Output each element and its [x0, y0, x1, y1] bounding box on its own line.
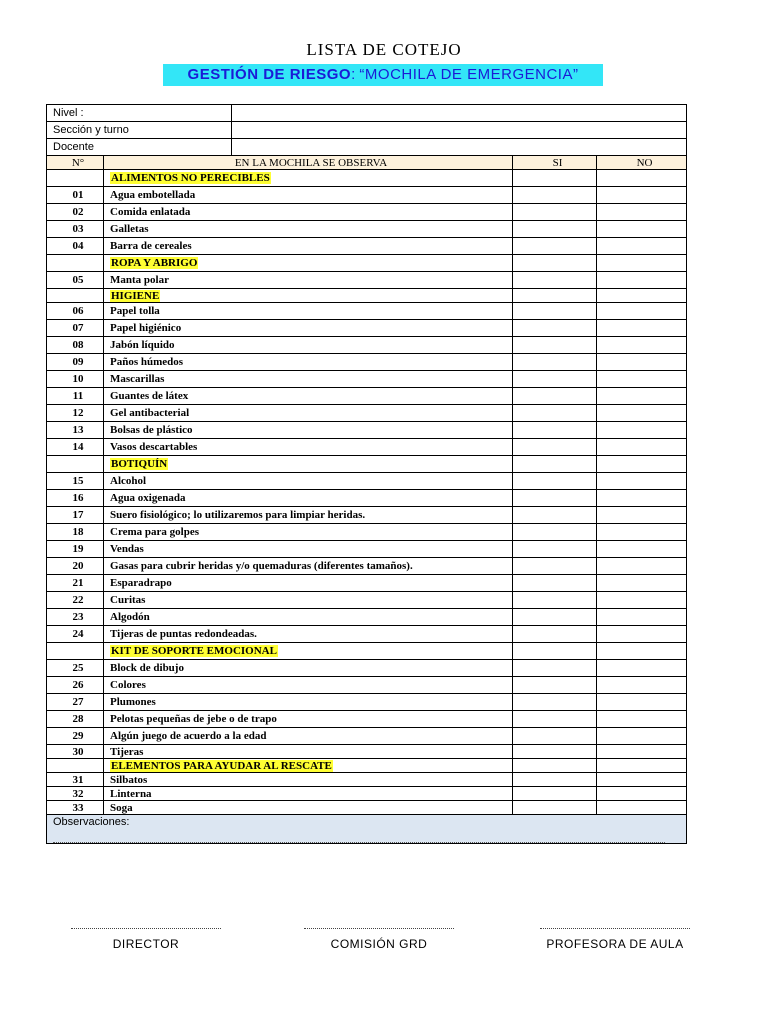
si-checkbox-cell[interactable]: [513, 371, 597, 388]
checklist-item-row: [47, 187, 687, 204]
si-checkbox-cell[interactable]: [513, 473, 597, 490]
no-checkbox-cell[interactable]: [597, 490, 687, 507]
si-checkbox-cell[interactable]: [513, 221, 597, 238]
item-description: Papel tolla: [104, 303, 513, 320]
signature-director: [62, 928, 230, 951]
no-checkbox-cell[interactable]: [597, 289, 687, 303]
no-checkbox-cell[interactable]: [597, 255, 687, 272]
item-description: Soga: [104, 801, 513, 815]
category-cell: [104, 643, 513, 660]
checklist-item-row: [47, 473, 687, 490]
no-checkbox-cell[interactable]: [597, 524, 687, 541]
checklist-item-row: [47, 490, 687, 507]
si-checkbox-cell[interactable]: [513, 507, 597, 524]
item-description: Bolsas de plástico: [104, 422, 513, 439]
item-description: Pelotas pequeñas de jebe o de trapo: [104, 711, 513, 728]
nivel-label: Nivel :: [47, 105, 232, 122]
item-number: 30: [47, 745, 104, 759]
si-checkbox-cell[interactable]: [513, 694, 597, 711]
no-checkbox-cell[interactable]: [597, 660, 687, 677]
si-checkbox-cell[interactable]: [513, 660, 597, 677]
checklist-item-row: [47, 609, 687, 626]
no-checkbox-cell[interactable]: [597, 204, 687, 221]
checklist-item-row: [47, 272, 687, 289]
item-description: Suero fisiológico; lo utilizaremos para limpiar heridas.: [104, 507, 513, 524]
signature-line: [71, 928, 221, 937]
no-checkbox-cell[interactable]: [597, 388, 687, 405]
item-number: 11: [47, 388, 104, 405]
checklist-item-row: [47, 541, 687, 558]
category-cell: [104, 456, 513, 473]
item-number: 29: [47, 728, 104, 745]
item-number: 33: [47, 801, 104, 815]
info-row-docente: [47, 139, 687, 156]
checklist-item-row: [47, 558, 687, 575]
category-row: [47, 643, 687, 660]
si-checkbox-cell[interactable]: [513, 643, 597, 660]
no-checkbox-cell[interactable]: [597, 759, 687, 773]
category-num-cell: [47, 759, 104, 773]
checklist-item-row: [47, 801, 687, 815]
si-checkbox-cell[interactable]: [513, 422, 597, 439]
checklist-item-row: [47, 388, 687, 405]
category-row: [47, 759, 687, 773]
item-number: 31: [47, 773, 104, 787]
info-row-seccion: [47, 122, 687, 139]
si-checkbox-cell[interactable]: [513, 541, 597, 558]
si-checkbox-cell[interactable]: [513, 745, 597, 759]
item-number: 10: [47, 371, 104, 388]
checklist-item-row: [47, 694, 687, 711]
item-number: 32: [47, 787, 104, 801]
checklist-item-row: [47, 371, 687, 388]
item-number: 12: [47, 405, 104, 422]
checklist-item-row: [47, 405, 687, 422]
item-description: Alcohol: [104, 473, 513, 490]
item-description: Mascarillas: [104, 371, 513, 388]
item-number: 28: [47, 711, 104, 728]
info-row-nivel: [47, 105, 687, 122]
signature-profesora: [530, 928, 700, 951]
si-checkbox-cell[interactable]: [513, 558, 597, 575]
checklist-item-row: [47, 303, 687, 320]
category-num-cell: [47, 456, 104, 473]
item-number: 16: [47, 490, 104, 507]
category-row: [47, 456, 687, 473]
no-checkbox-cell[interactable]: [597, 745, 687, 759]
checklist-item-row: [47, 320, 687, 337]
checklist-item-row: [47, 337, 687, 354]
si-checkbox-cell[interactable]: [513, 170, 597, 187]
si-checkbox-cell[interactable]: [513, 204, 597, 221]
subtitle-rest: “MOCHILA DE EMERGENCIA”: [359, 66, 579, 83]
category-label: ROPA Y ABRIGO: [111, 256, 198, 269]
category-num-cell: [47, 255, 104, 272]
docente-label: Docente: [47, 139, 232, 156]
si-checkbox-cell[interactable]: [513, 303, 597, 320]
observaciones-field[interactable]: [47, 815, 687, 844]
observaciones-row: [47, 815, 687, 844]
item-number: 08: [47, 337, 104, 354]
item-number: 01: [47, 187, 104, 204]
item-number: 14: [47, 439, 104, 456]
item-description: Silbatos: [104, 773, 513, 787]
signature-line: [304, 928, 454, 937]
item-description: Agua oxigenada: [104, 490, 513, 507]
signature-line: [540, 928, 690, 937]
si-checkbox-cell[interactable]: [513, 728, 597, 745]
item-number: 06: [47, 303, 104, 320]
no-checkbox-cell[interactable]: [597, 558, 687, 575]
si-checkbox-cell[interactable]: [513, 272, 597, 289]
observaciones-label: Observaciones:: [53, 816, 130, 828]
item-description: Manta polar: [104, 272, 513, 289]
seccion-field[interactable]: [232, 122, 687, 139]
checklist-item-row: [47, 439, 687, 456]
si-checkbox-cell[interactable]: [513, 320, 597, 337]
item-description: Jabón líquido: [104, 337, 513, 354]
item-number: 23: [47, 609, 104, 626]
checklist-item-row: [47, 221, 687, 238]
category-label: KIT DE SOPORTE EMOCIONAL: [111, 644, 277, 657]
signature-label: DIRECTOR: [112, 937, 180, 951]
category-label: BOTIQUÍN: [111, 457, 168, 470]
category-label: ALIMENTOS NO PERECIBLES: [111, 171, 270, 184]
item-description: Block de dibujo: [104, 660, 513, 677]
no-checkbox-cell[interactable]: [597, 303, 687, 320]
item-number: 27: [47, 694, 104, 711]
signature-comision: [276, 928, 482, 951]
item-number: 26: [47, 677, 104, 694]
item-number: 07: [47, 320, 104, 337]
item-description: Guantes de látex: [104, 388, 513, 405]
no-checkbox-cell[interactable]: [597, 187, 687, 204]
item-description: Plumones: [104, 694, 513, 711]
checklist-item-row: [47, 204, 687, 221]
no-checkbox-cell[interactable]: [597, 773, 687, 787]
checklist-item-row: [47, 507, 687, 524]
no-checkbox-cell[interactable]: [597, 801, 687, 815]
si-checkbox-cell[interactable]: [513, 187, 597, 204]
subtitle-bold: GESTIÓN DE RIESGO: [187, 66, 352, 83]
no-checkbox-cell[interactable]: [597, 354, 687, 371]
category-num-cell: [47, 289, 104, 303]
si-checkbox-cell[interactable]: [513, 490, 597, 507]
no-checkbox-cell[interactable]: [597, 626, 687, 643]
docente-field[interactable]: [232, 139, 687, 156]
item-number: 17: [47, 507, 104, 524]
checklist-item-row: [47, 575, 687, 592]
checklist-item-row: [47, 626, 687, 643]
no-checkbox-cell[interactable]: [597, 170, 687, 187]
item-description: Tijeras de puntas redondeadas.: [104, 626, 513, 643]
no-checkbox-cell[interactable]: [597, 405, 687, 422]
si-checkbox-cell[interactable]: [513, 255, 597, 272]
no-checkbox-cell[interactable]: [597, 422, 687, 439]
item-description: Vendas: [104, 541, 513, 558]
item-description: Vasos descartables: [104, 439, 513, 456]
no-checkbox-cell[interactable]: [597, 787, 687, 801]
item-description: Curitas: [104, 592, 513, 609]
checklist-item-row: [47, 711, 687, 728]
item-number: 22: [47, 592, 104, 609]
item-description: Papel higiénico: [104, 320, 513, 337]
item-number: 19: [47, 541, 104, 558]
si-checkbox-cell[interactable]: [513, 524, 597, 541]
category-row: [47, 170, 687, 187]
no-checkbox-cell[interactable]: [597, 694, 687, 711]
item-description: Colores: [104, 677, 513, 694]
checklist-item-row: [47, 524, 687, 541]
item-number: 18: [47, 524, 104, 541]
no-checkbox-cell[interactable]: [597, 592, 687, 609]
no-checkbox-cell[interactable]: [597, 677, 687, 694]
col-header-no: NO: [597, 156, 687, 170]
seccion-label: Sección y turno: [47, 122, 232, 139]
item-description: Barra de cereales: [104, 238, 513, 255]
col-header-num: N°: [47, 156, 104, 170]
item-description: Gel antibacterial: [104, 405, 513, 422]
no-checkbox-cell[interactable]: [597, 643, 687, 660]
item-description: Tijeras: [104, 745, 513, 759]
category-label: ELEMENTOS PARA AYUDAR AL RESCATE: [111, 759, 332, 772]
si-checkbox-cell[interactable]: [513, 711, 597, 728]
checklist-table: [46, 104, 687, 844]
item-number: 05: [47, 272, 104, 289]
category-row: [47, 289, 687, 303]
item-number: 21: [47, 575, 104, 592]
column-header-row: [47, 156, 687, 170]
category-num-cell: [47, 170, 104, 187]
nivel-field[interactable]: [232, 105, 687, 122]
category-row: [47, 255, 687, 272]
si-checkbox-cell[interactable]: [513, 773, 597, 787]
checklist-item-row: [47, 677, 687, 694]
category-cell: [104, 170, 513, 187]
subtitle-colon: :: [351, 66, 356, 83]
category-label: HIGIENE: [111, 289, 160, 302]
checklist-item-row: [47, 660, 687, 677]
no-checkbox-cell[interactable]: [597, 728, 687, 745]
category-cell: [104, 289, 513, 303]
si-checkbox-cell[interactable]: [513, 456, 597, 473]
no-checkbox-cell[interactable]: [597, 473, 687, 490]
item-number: 04: [47, 238, 104, 255]
signature-label: PROFESORA DE AULA: [546, 937, 684, 951]
checklist-item-row: [47, 787, 687, 801]
checklist-item-row: [47, 422, 687, 439]
signature-label: COMISIÓN GRD: [330, 937, 428, 951]
si-checkbox-cell[interactable]: [513, 354, 597, 371]
si-checkbox-cell[interactable]: [513, 238, 597, 255]
no-checkbox-cell[interactable]: [597, 439, 687, 456]
no-checkbox-cell[interactable]: [597, 575, 687, 592]
item-description: Comida enlatada: [104, 204, 513, 221]
category-num-cell: [47, 643, 104, 660]
no-checkbox-cell[interactable]: [597, 609, 687, 626]
item-description: Agua embotellada: [104, 187, 513, 204]
item-number: 03: [47, 221, 104, 238]
no-checkbox-cell[interactable]: [597, 541, 687, 558]
no-checkbox-cell[interactable]: [597, 507, 687, 524]
item-number: 20: [47, 558, 104, 575]
si-checkbox-cell[interactable]: [513, 592, 597, 609]
col-header-desc: EN LA MOCHILA SE OBSERVA: [104, 156, 513, 170]
item-number: 25: [47, 660, 104, 677]
checklist-body: [47, 105, 687, 844]
page-subtitle: [163, 64, 603, 86]
item-description: Galletas: [104, 221, 513, 238]
category-cell: [104, 255, 513, 272]
no-checkbox-cell[interactable]: [597, 238, 687, 255]
item-description: Paños húmedos: [104, 354, 513, 371]
item-description: Gasas para cubrir heridas y/o quemaduras (diferentes tamaños).: [104, 558, 513, 575]
checklist-item-row: [47, 354, 687, 371]
si-checkbox-cell[interactable]: [513, 289, 597, 303]
checklist-item-row: [47, 773, 687, 787]
category-cell: [104, 759, 513, 773]
item-number: 15: [47, 473, 104, 490]
no-checkbox-cell[interactable]: [597, 221, 687, 238]
item-description: Crema para golpes: [104, 524, 513, 541]
no-checkbox-cell[interactable]: [597, 711, 687, 728]
checklist-item-row: [47, 592, 687, 609]
item-description: Esparadrapo: [104, 575, 513, 592]
no-checkbox-cell[interactable]: [597, 371, 687, 388]
si-checkbox-cell[interactable]: [513, 801, 597, 815]
no-checkbox-cell[interactable]: [597, 337, 687, 354]
item-number: 09: [47, 354, 104, 371]
si-checkbox-cell[interactable]: [513, 575, 597, 592]
col-header-si: SI: [513, 156, 597, 170]
item-number: 24: [47, 626, 104, 643]
checklist-item-row: [47, 728, 687, 745]
checklist-item-row: [47, 745, 687, 759]
si-checkbox-cell[interactable]: [513, 677, 597, 694]
item-number: 02: [47, 204, 104, 221]
si-checkbox-cell[interactable]: [513, 405, 597, 422]
item-description: Linterna: [104, 787, 513, 801]
item-description: Algodón: [104, 609, 513, 626]
si-checkbox-cell[interactable]: [513, 787, 597, 801]
si-checkbox-cell[interactable]: [513, 439, 597, 456]
item-number: 13: [47, 422, 104, 439]
page-title: LISTA DE COTEJO: [306, 40, 462, 59]
si-checkbox-cell[interactable]: [513, 609, 597, 626]
si-checkbox-cell[interactable]: [513, 626, 597, 643]
no-checkbox-cell[interactable]: [597, 320, 687, 337]
observaciones-dotted-line: [53, 836, 665, 843]
checklist-item-row: [47, 238, 687, 255]
no-checkbox-cell[interactable]: [597, 272, 687, 289]
si-checkbox-cell[interactable]: [513, 388, 597, 405]
si-checkbox-cell[interactable]: [513, 337, 597, 354]
si-checkbox-cell[interactable]: [513, 759, 597, 773]
item-description: Algún juego de acuerdo a la edad: [104, 728, 513, 745]
no-checkbox-cell[interactable]: [597, 456, 687, 473]
